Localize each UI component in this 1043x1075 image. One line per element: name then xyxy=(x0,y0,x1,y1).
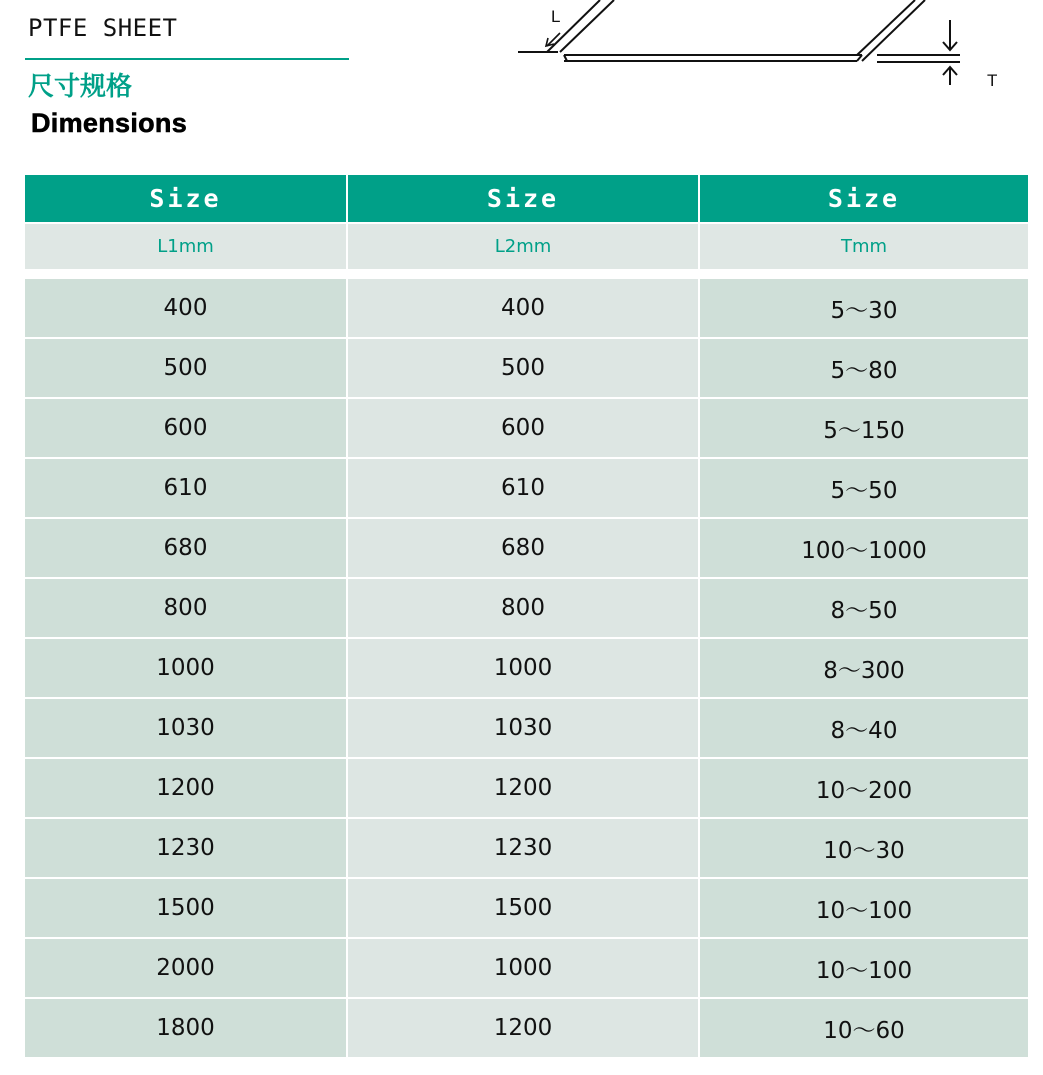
table-unit-row xyxy=(25,224,1028,269)
table-cell: 500 xyxy=(25,339,346,397)
dimensions-table xyxy=(25,175,1028,1059)
table-cell: 10～100 xyxy=(700,879,1028,937)
column-header: Size xyxy=(700,175,1028,222)
table-cell: 400 xyxy=(348,279,698,337)
table-cell: 1200 xyxy=(25,759,346,817)
table-row xyxy=(25,459,1028,517)
thickness-indicator xyxy=(877,20,960,85)
table-cell: 5～80 xyxy=(700,339,1028,397)
sheet-dimension-diagram xyxy=(500,0,1020,100)
table-cell: 8～300 xyxy=(700,639,1028,697)
table-row xyxy=(25,879,1028,937)
table-row xyxy=(25,699,1028,757)
table-row xyxy=(25,399,1028,457)
thickness-label: T xyxy=(987,71,998,90)
length-label: L xyxy=(551,7,561,26)
table-cell: 10～60 xyxy=(700,999,1028,1057)
table-cell: 1500 xyxy=(348,879,698,937)
table-header-row xyxy=(25,175,1028,222)
table-cell: 1200 xyxy=(348,999,698,1057)
table-row xyxy=(25,339,1028,397)
table-cell: 1030 xyxy=(348,699,698,757)
document-title: PTFE SHEET xyxy=(28,14,178,42)
title-underline xyxy=(25,58,349,60)
unit-label: L1mm xyxy=(25,224,346,269)
section-heading-cn: 尺寸规格 xyxy=(28,72,133,102)
table-row xyxy=(25,819,1028,877)
table-cell: 500 xyxy=(348,339,698,397)
table-cell: 100～1000 xyxy=(700,519,1028,577)
table-cell: 1000 xyxy=(348,639,698,697)
table-cell: 1800 xyxy=(25,999,346,1057)
table-cell: 400 xyxy=(25,279,346,337)
table-cell: 1000 xyxy=(348,939,698,997)
table-cell: 1200 xyxy=(348,759,698,817)
table-cell: 1500 xyxy=(25,879,346,937)
column-header: Size xyxy=(348,175,698,222)
table-cell: 1000 xyxy=(25,639,346,697)
table-cell: 5～50 xyxy=(700,459,1028,517)
table-row xyxy=(25,639,1028,697)
unit-label: Tmm xyxy=(700,224,1028,269)
table-cell: 600 xyxy=(25,399,346,457)
section-heading-en: Dimensions xyxy=(31,108,188,138)
table-row xyxy=(25,999,1028,1057)
table-cell: 800 xyxy=(25,579,346,637)
table-cell: 610 xyxy=(25,459,346,517)
table-cell: 5～30 xyxy=(700,279,1028,337)
table-row xyxy=(25,279,1028,337)
column-header: Size xyxy=(25,175,346,222)
table-cell: 600 xyxy=(348,399,698,457)
table-cell: 10～30 xyxy=(700,819,1028,877)
table-row xyxy=(25,519,1028,577)
table-cell: 10～200 xyxy=(700,759,1028,817)
table-cell: 5～150 xyxy=(700,399,1028,457)
table-body xyxy=(25,279,1028,1057)
table-cell: 8～50 xyxy=(700,579,1028,637)
table-row xyxy=(25,939,1028,997)
table-cell: 2000 xyxy=(25,939,346,997)
unit-label: L2mm xyxy=(348,224,698,269)
table-row xyxy=(25,759,1028,817)
table-cell: 1230 xyxy=(25,819,346,877)
table-cell: 800 xyxy=(348,579,698,637)
table-row xyxy=(25,579,1028,637)
table-cell: 1230 xyxy=(348,819,698,877)
table-cell: 680 xyxy=(348,519,698,577)
table-cell: 680 xyxy=(25,519,346,577)
sheet-outline xyxy=(547,0,925,61)
table-cell: 610 xyxy=(348,459,698,517)
table-cell: 8～40 xyxy=(700,699,1028,757)
table-cell: 10～100 xyxy=(700,939,1028,997)
table-cell: 1030 xyxy=(25,699,346,757)
